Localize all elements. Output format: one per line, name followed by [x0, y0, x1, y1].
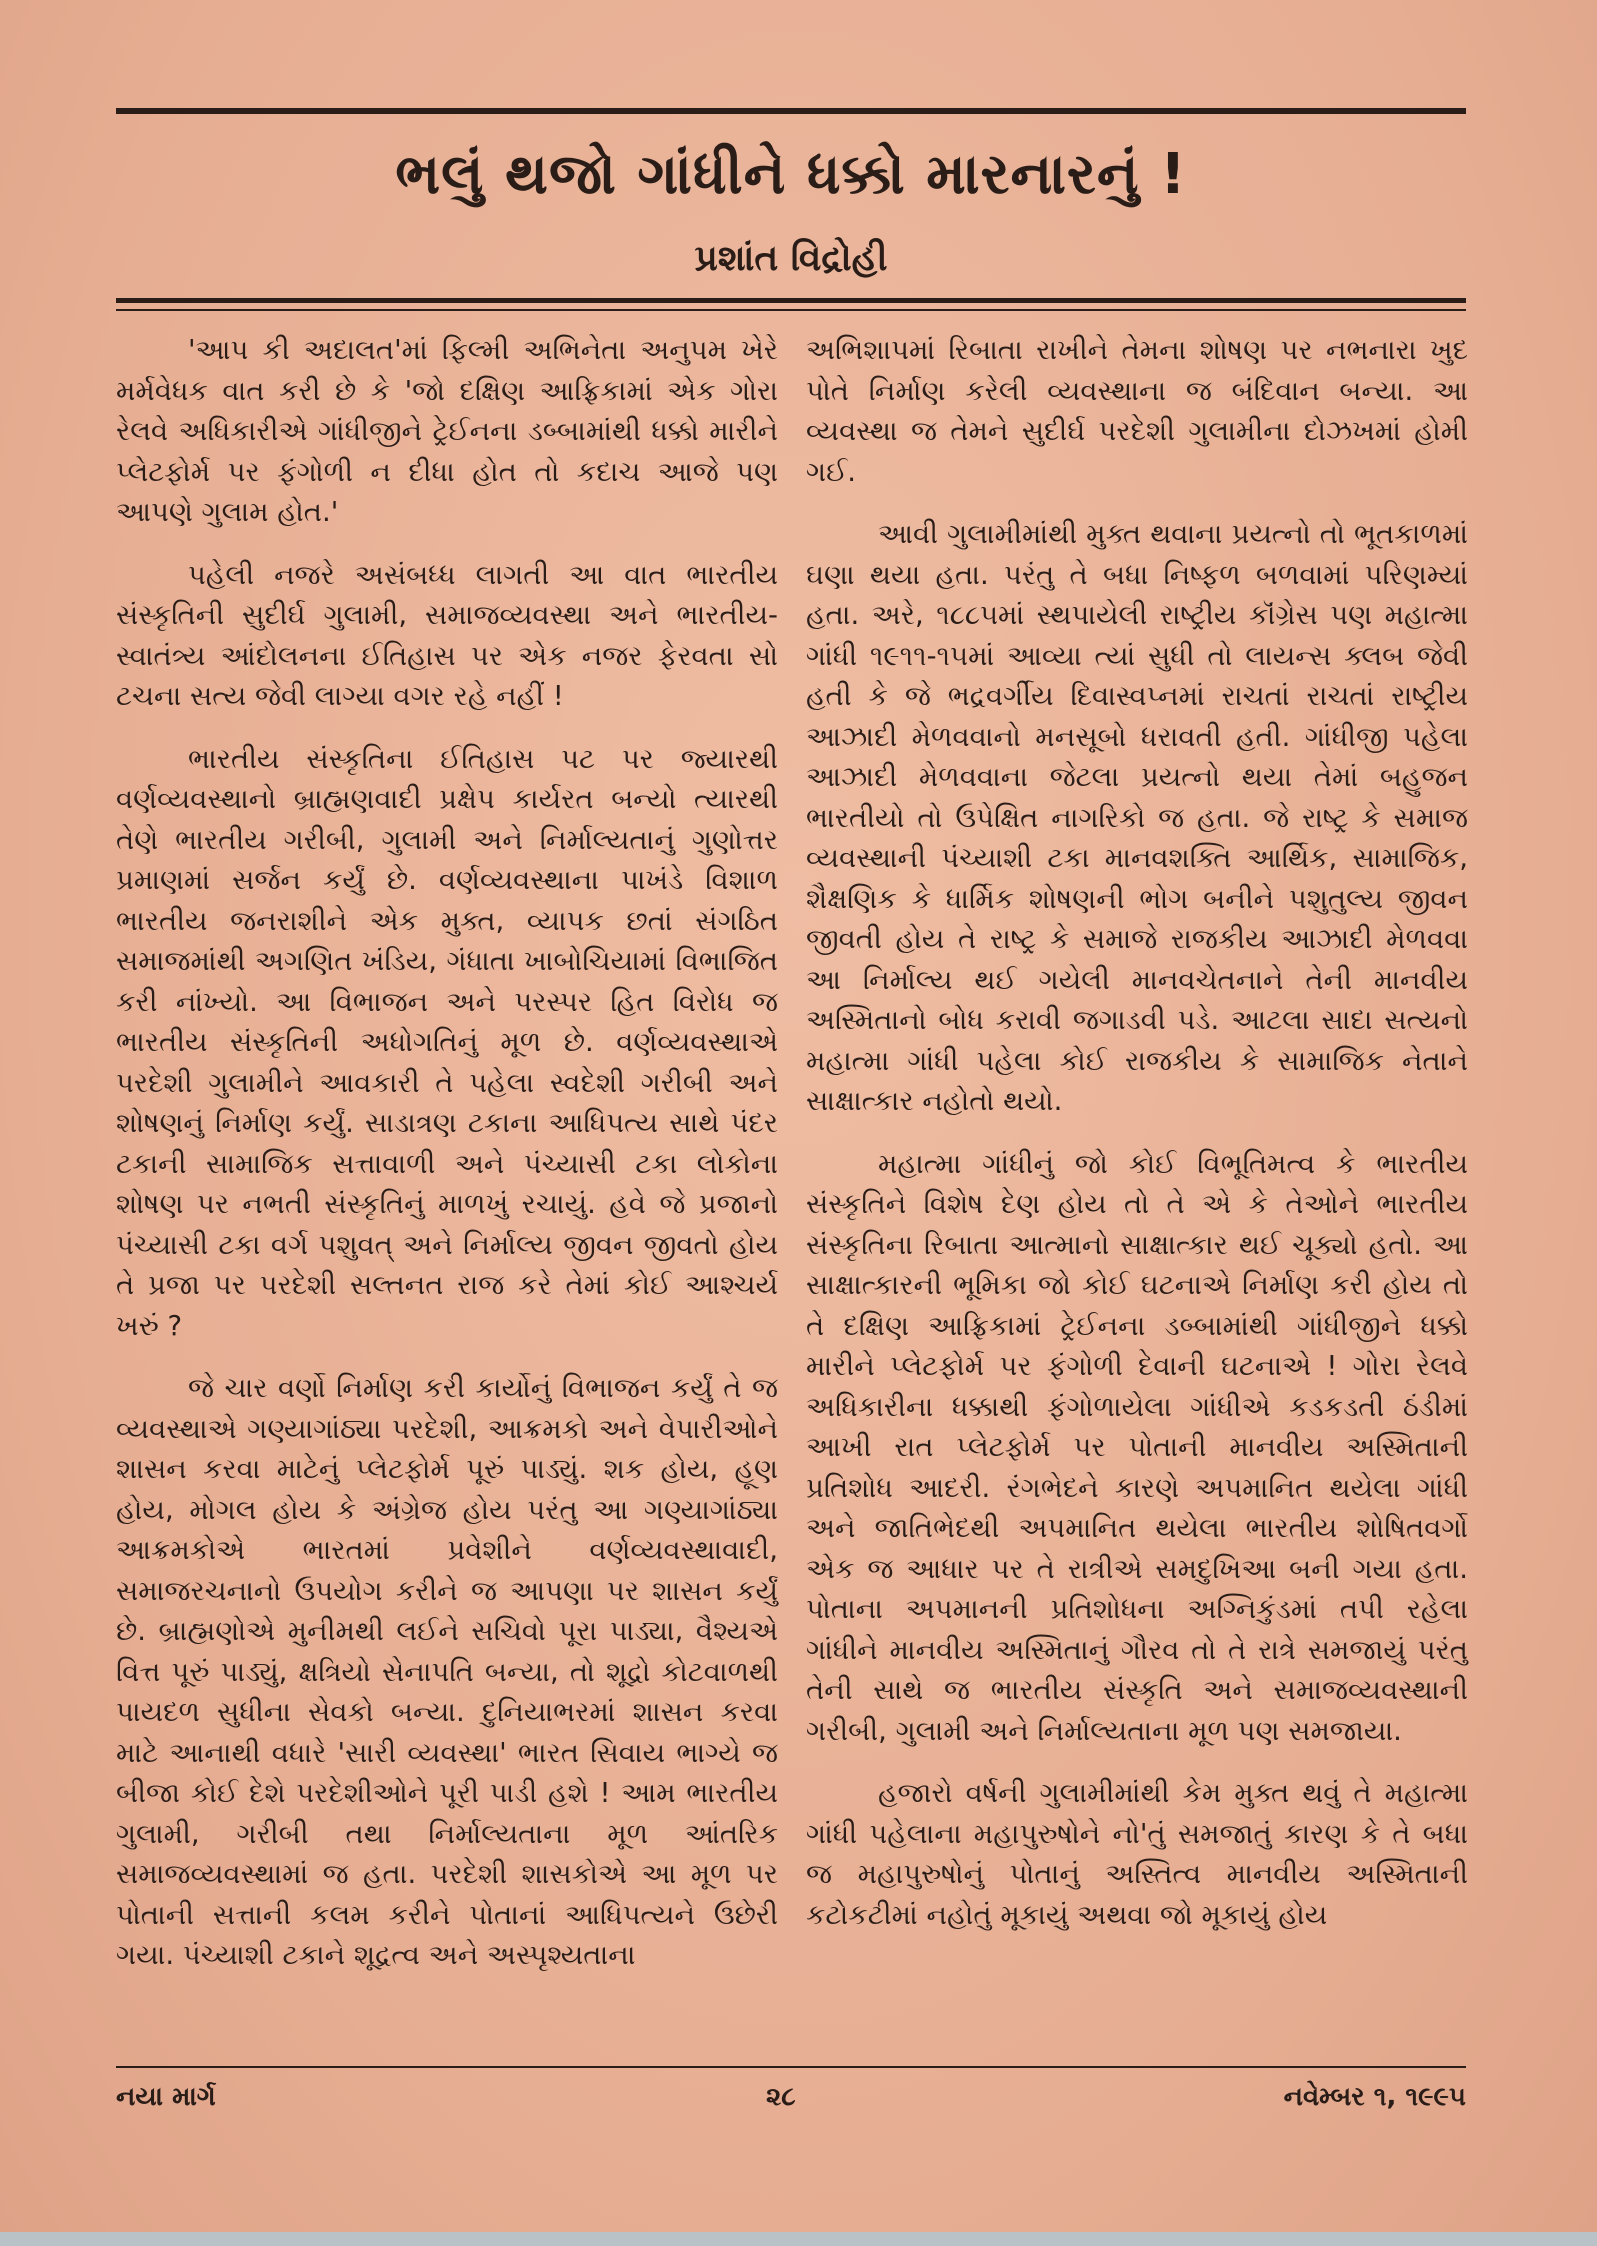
page-number: ૨૮	[766, 2082, 796, 2112]
scan-edge	[0, 2232, 1597, 2246]
article-author: પ્રશાંત વિદ્રોહી	[694, 238, 888, 279]
header-rule-thin	[116, 309, 1466, 311]
article-title: ભલું થજો ગાંધીને ધક્કો મારનારનું !	[395, 142, 1187, 207]
paragraph: 'આપ કી અદાલત'માં ફિલ્મી અભિનેતા અનુપમ ખેરે મર્મવેધક વાત કરી છે કે 'જો દક્ષિણ આફ્રિકામાં એક ગોરા રેલવે અધિકારીએ ગાંધીજીને ટ્રેઈનના ડબ્બામાંથી ધક્કો મારીને પ્લેટફોર્મ પર ફંગોળી ન દીધા હોત તો કદાચ આજે પણ આપણે ગુલામ હોત.'	[116, 334, 778, 528]
paragraph: મહાત્મા ગાંધીનું જો કોઈ વિભૂતિમત્વ કે ભારતીય સંસ્કૃતિને વિશેષ દેણ હોય તો તે એ કે તેઓને ભારતીય સંસ્કૃતિના રિબાતા આત્માનો સાક્ષાત્કાર થઈ ચૂક્યો હતો. આ સાક્ષાત્કારની ભૂમિકા જો કોઈ ઘટનાએ નિર્માણ કરી હોય તો તે દક્ષિણ આફ્રિકામાં ટ્રેઈનના ડબ્બામાંથી ગાંધીજીને ધક્કો મારીને પ્લેટફોર્મ પર ફંગોળી દેવાની ઘટનાએ ! ગોરા રેલવે અધિકારીના ધક્કાથી ફંગોળાયેલા ગાંધીએ કડકડતી ઠંડીમાં આખી રાત પ્લેટફોર્મ પર પોતાની માનવીય અસ્મિતાની પ્રતિશોધ આદરી. રંગભેદને કારણે અપમાનિત થયેલા ગાંધી અને જાતિભેદથી અપમાનિત થયેલા ભારતીય શોષિતવર્ગો એક જ આધાર પર તે રાત્રીએ સમદુખિઆ બની ગયા હતા. પોતાના અપમાનની પ્રતિશોધના અગ્નિકુંડમાં તપી રહેલા ગાંધીને માનવીય અસ્મિતાનું ગૌરવ તો તે રાત્રે સમજાયું પરંતુ તેની સાથે જ ભારતીય સંસ્કૃતિ અને સમાજવ્યવસ્થાની ગરીબી, ગુલામી અને નિર્માલ્યતાના મૂળ પણ સમજાયા.	[806, 1147, 1468, 1747]
paragraph: પહેલી નજરે અસંબધ્ધ લાગતી આ વાત ભારતીય સંસ્કૃતિની સુદીર્ઘ ગુલામી, સમાજવ્યવસ્થા અને ભારતીય-સ્વાતંત્ર્ય આંદોલનના ઈતિહાસ પર એક નજર ફેરવતા સો ટચના સત્ય જેવી લાગ્યા વગર રહે નહીં !	[116, 558, 778, 712]
footer-rule	[116, 2066, 1466, 2068]
left-column	[116, 330, 778, 1998]
paragraph: અભિશાપમાં રિબાતા રાખીને તેમના શોષણ પર નભનારા ખુદ પોતે નિર્માણ કરેલી વ્યવસ્થાના જ બંદિવાન બન્યા. આ વ્યવસ્થા જ તેમને સુદીર્ઘ પરદેશી ગુલામીના દોઝખમાં હોમી ગઈ.	[806, 334, 1468, 488]
page-footer	[116, 2082, 1466, 2122]
right-column	[806, 330, 1468, 1957]
paragraph: આવી ગુલામીમાંથી મુક્ત થવાના પ્રયત્નો તો ભૂતકાળમાં ઘણા થયા હતા. પરંતુ તે બધા નિષ્ફળ બળવામાં પરિણમ્યાં હતા. અરે, ૧૮૮૫માં સ્થપાયેલી રાષ્ટ્રીય કૉંગ્રેસ પણ મહાત્મા ગાંધી ૧૯૧૧-૧૫માં આવ્યા ત્યાં સુધી તો લાયન્સ ક્લબ જેવી હતી કે જે ભદ્રવર્ગીય દિવાસ્વપ્નમાં રાચતાં રાચતાં રાષ્ટ્રીય આઝાદી મેળવવાનો મનસૂબો ધરાવતી હતી. ગાંધીજી પહેલા આઝાદી મેળવવાના જેટલા પ્રયત્નો થયા તેમાં બહુજન ભારતીયો તો ઉપેક્ષિત નાગરિકો જ હતા. જે રાષ્ટ્ર કે સમાજ વ્યવસ્થાની પંચ્યાશી ટકા માનવશક્તિ આર્થિક, સામાજિક, શૈક્ષણિક કે ધાર્મિક શોષણની ભોગ બનીને પશુતુલ્ય જીવન જીવતી હોય તે રાષ્ટ્ર કે સમાજે રાજકીય આઝાદી મેળવવા આ નિર્માલ્ય થઈ ગયેલી માનવચેતનાને તેની માનવીય અસ્મિતાનો બોધ કરાવી જગાડવી પડે. આટલા સાદા સત્યનો મહાત્મા ગાંધી પહેલા કોઈ રાજકીય કે સામાજિક નેતાને સાક્ષાત્કાર નહોતો થયો.	[806, 518, 1468, 1117]
top-rule	[116, 108, 1466, 114]
publication-name: નયા માર્ગ	[116, 2082, 216, 2112]
header-rule-thick	[116, 298, 1466, 303]
paragraph: જે ચાર વર્ણો નિર્માણ કરી કાર્યોનું વિભાજન કર્યું તે જ વ્યવસ્થાએ ગણ્યાગાંઠ્યા પરદેશી, આક્રમકો અને વેપારીઓને શાસન કરવા માટેનું પ્લેટફોર્મ પૂરું પાડ્યું. શક હોય, હૂણ હોય, મોગલ હોય કે અંગ્રેજ હોય પરંતુ આ ગણ્યાગાંઠ્યા આક્રમકોએ ભારતમાં પ્રવેશીને વર્ણવ્યવસ્થાવાદી, સમાજરચનાનો ઉપયોગ કરીને જ આપણા પર શાસન કર્યું છે. બ્રાહ્મણોએ મુનીમથી લઈને સચિવો પૂરા પાડ્યા, વૈશ્યએ વિત્ત પૂરું પાડ્યું, ક્ષત્રિયો સેનાપતિ બન્યા, તો શૂદ્રો કોટવાળથી પાયદળ સુધીના સેવકો બન્યા. દુનિયાભરમાં શાસન કરવા માટે આનાથી વધારે 'સારી વ્યવસ્થા' ભારત સિવાય ભાગ્યે જ બીજા કોઈ દેશે પરદેશીઓને પૂરી પાડી હશે ! આમ ભારતીય ગુલામી, ગરીબી તથા નિર્માલ્યતાના મૂળ આંતરિક સમાજવ્યવસ્થામાં જ હતા. પરદેશી શાસકોએ આ મૂળ પર પોતાની સત્તાની કલમ કરીને પોતાનાં આધિપત્યને ઉછેરી ગયા. પંચ્યાશી ટકાને શૂદ્રત્વ અને અસ્પૃશ્યતાના	[116, 1372, 778, 1971]
paragraph: હજારો વર્ષની ગુલામીમાંથી કેમ મુક્ત થવું તે મહાત્મા ગાંધી પહેલાના મહાપુરુષોને નો'તું સમજાતું કારણ કે તે બધા જ મહાપુરુષોનું પોતાનું અસ્તિત્વ માનવીય અસ્મિતાની કટોકટીમાં નહોતું મૂકાયું અથવા જો મૂકાયું હોય	[806, 1777, 1468, 1931]
paragraph: ભારતીય સંસ્કૃતિના ઈતિહાસ પટ પર જ્યારથી વર્ણવ્યવસ્થાનો બ્રાહ્મણવાદી પ્રક્ષેપ કાર્યરત બન્યો ત્યારથી તેણે ભારતીય ગરીબી, ગુલામી અને નિર્માલ્યતાનું ગુણોત્તર પ્રમાણમાં સર્જન કર્યું છે. વર્ણવ્યવસ્થાના પાખંડે વિશાળ ભારતીય જનરાશીને એક મુક્ત, વ્યાપક છતાં સંગઠિત સમાજમાંથી અગણિત ખંડિય, ગંધાતા ખાબોચિયામાં વિભાજિત કરી નાંખ્યો. આ વિભાજન અને પરસ્પર હિત વિરોધ જ ભારતીય સંસ્કૃતિની અધોગતિનું મૂળ છે. વર્ણવ્યવસ્થાએ પરદેશી ગુલામીને આવકારી તે પહેલા સ્વદેશી ગરીબી અને શોષણનું નિર્માણ કર્યું. સાડાત્રણ ટકાના આધિપત્ય સાથે પંદર ટકાની સામાજિક સત્તાવાળી અને પંચ્યાસી ટકા લોકોના શોષણ પર નભતી સંસ્કૃતિનું માળખું રચાયું. હવે જે પ્રજાનો પંચ્યાસી ટકા વર્ગ પશુવત્ અને નિર્માલ્ય જીવન જીવતો હોય તે પ્રજા પર પરદેશી સલ્તનત રાજ કરે તેમાં કોઈ આશ્ચર્ય ખરું ?	[116, 742, 778, 1342]
issue-date: નવેમ્બર ૧, ૧૯૯૫	[1283, 2082, 1466, 2112]
